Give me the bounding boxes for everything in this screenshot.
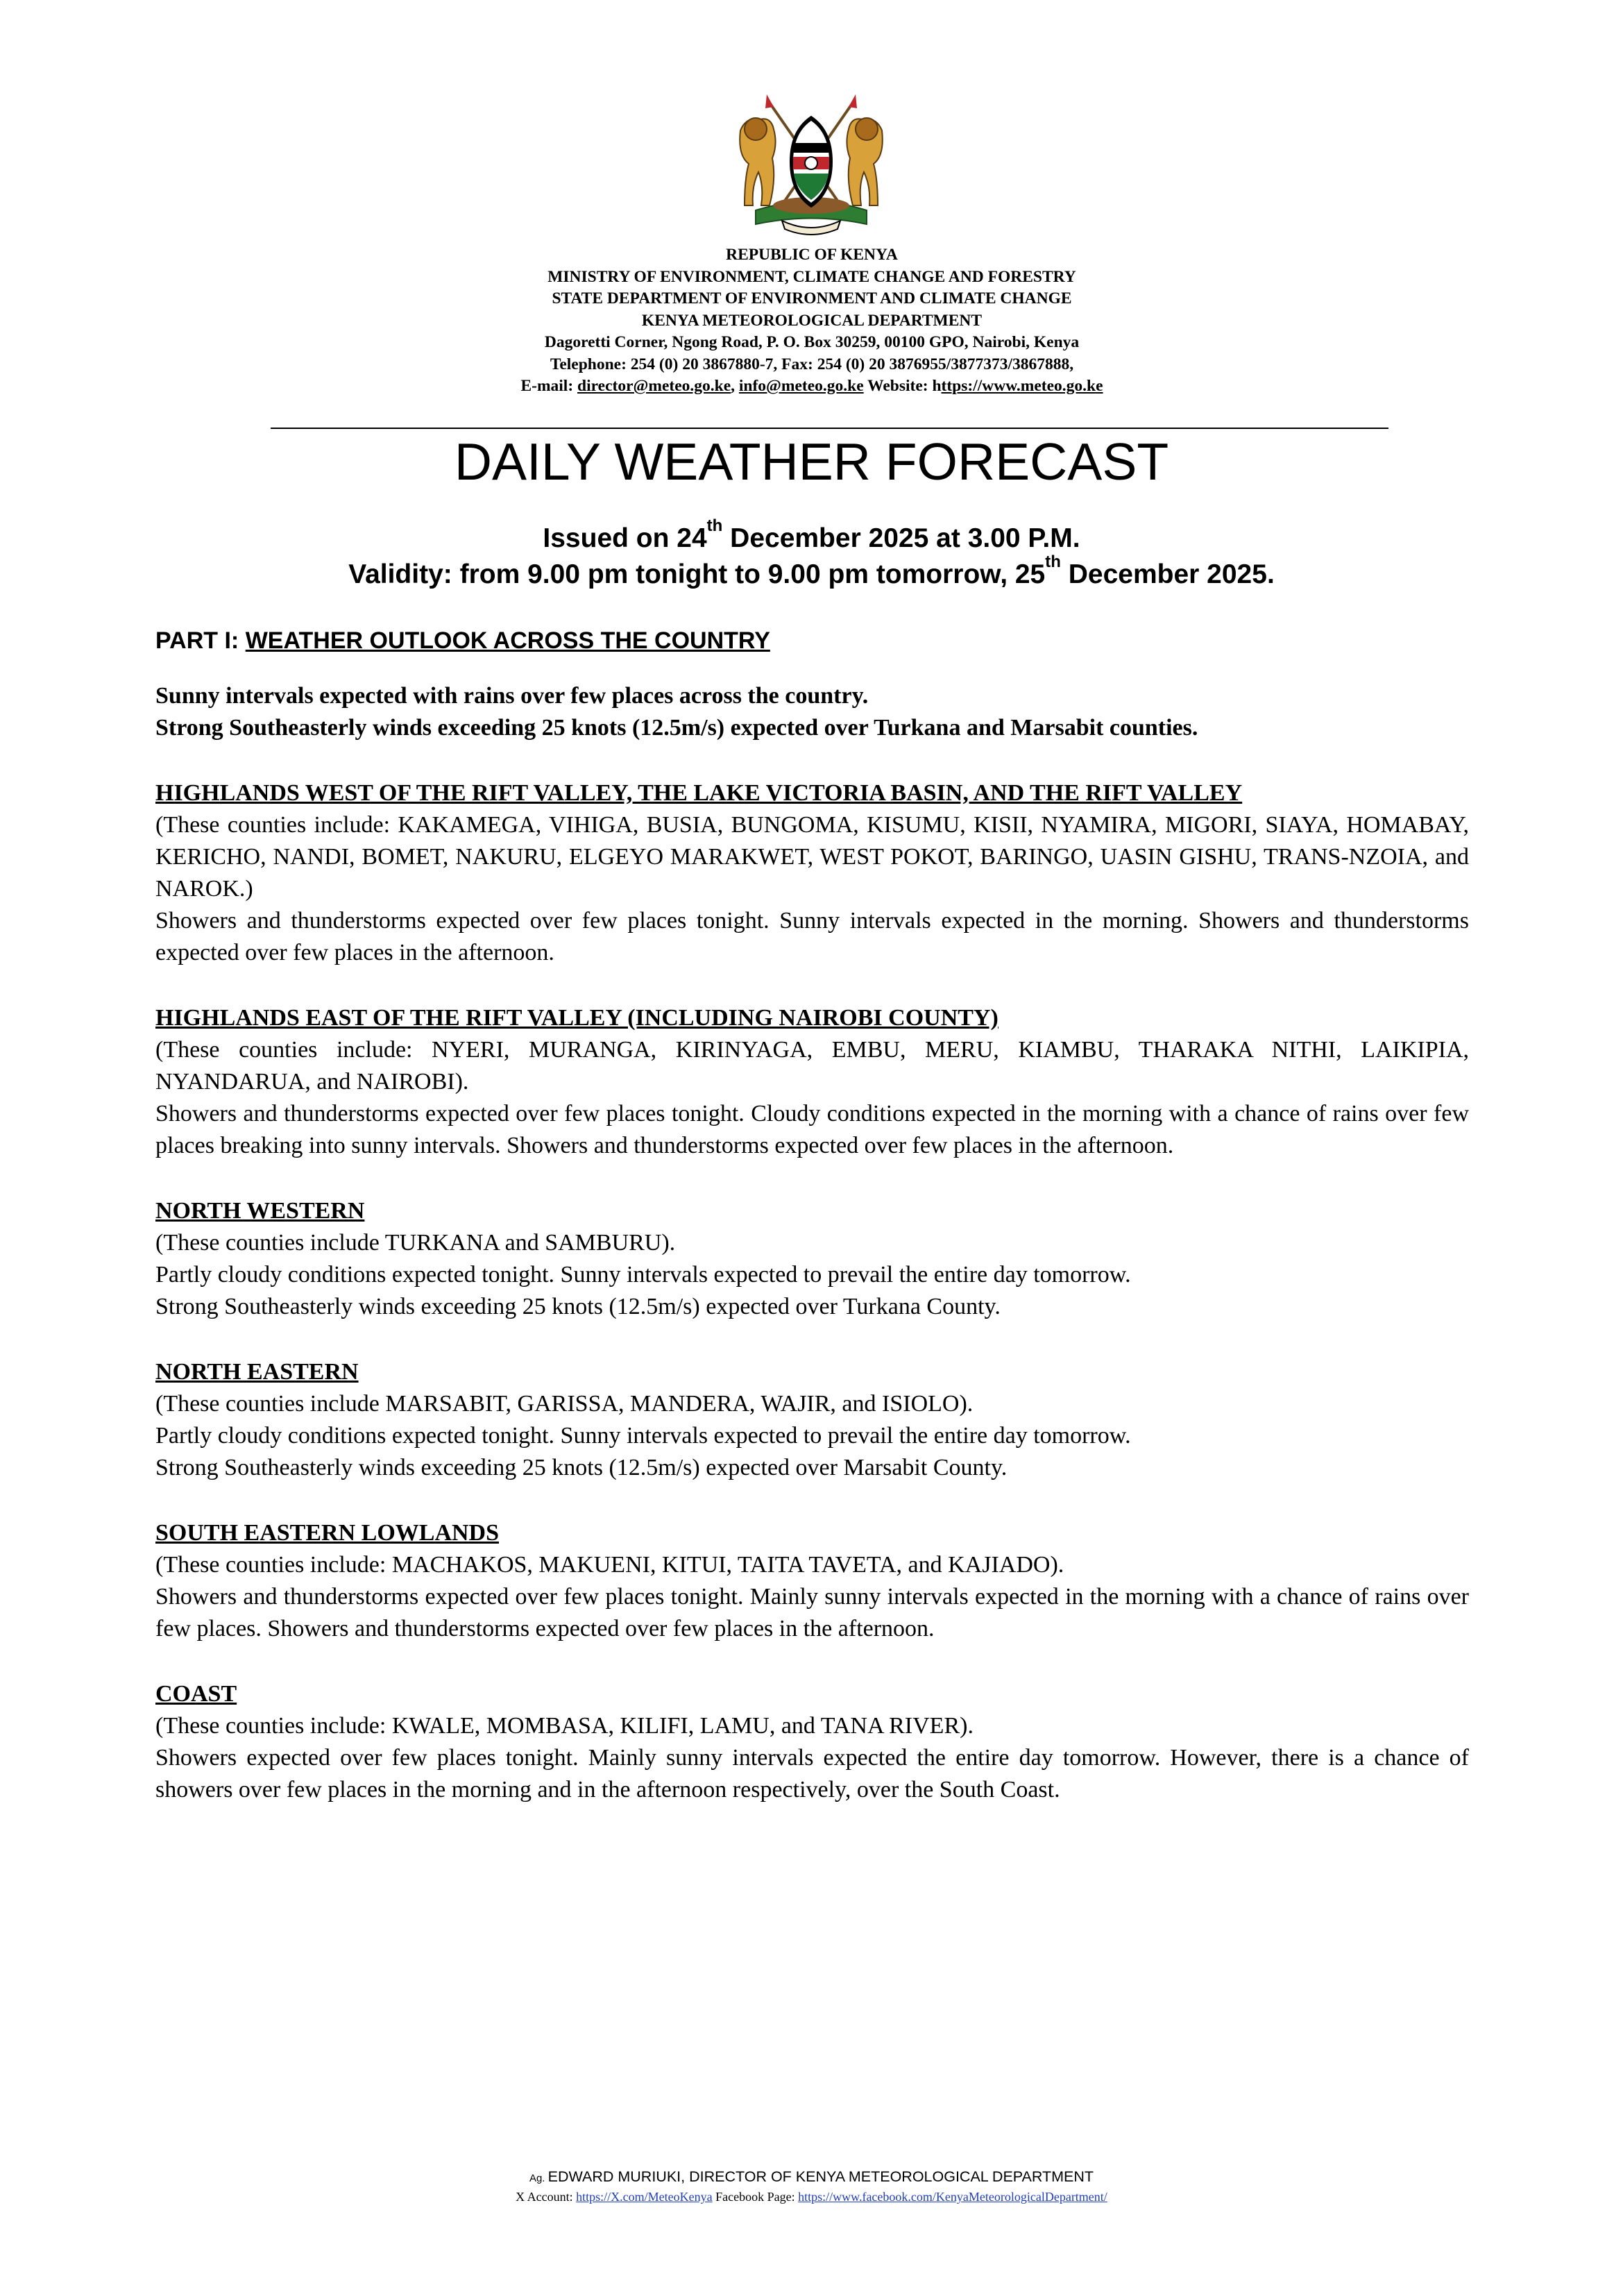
region-section xyxy=(155,1678,1469,1806)
header-divider xyxy=(271,428,1388,429)
region-forecast: Showers and thunderstorms expected over few places tonight. Mainly sunny intervals expected in the morning with a chance of rains over few places. Showers and thunderstorms expected over few places in the afternoon. xyxy=(155,1584,1469,1641)
validity-text-a: Validity: from 9.00 pm tonight to 9.00 pm tomorrow, 25 xyxy=(348,559,1046,589)
issued-text-a: Issued on 24 xyxy=(543,523,707,553)
issue-info xyxy=(0,516,1623,593)
region-title: NORTH EASTERN xyxy=(155,1359,359,1385)
region-title: HIGHLANDS EAST OF THE RIFT VALLEY (INCLUDING NAIROBI COUNTY) xyxy=(155,1005,999,1031)
region-wind-advisory: Strong Southeasterly winds exceeding 25 knots (12.5m/s) expected over Marsabit County. xyxy=(155,1455,1008,1480)
email-info-link[interactable]: info@meteo.go.ke xyxy=(738,377,864,395)
validity-text-b: December 2025. xyxy=(1060,559,1275,589)
region-section xyxy=(155,1517,1469,1645)
facebook-link[interactable]: https://www.facebook.com/KenyaMeteorologicalDepartment/ xyxy=(798,2190,1107,2204)
validity xyxy=(0,552,1623,593)
region-title: HIGHLANDS WEST OF THE RIFT VALLEY, THE LAKE VICTORIA BASIN, AND THE RIFT VALLEY xyxy=(155,780,1243,806)
region-counties: (These counties include TURKANA and SAMBURU). xyxy=(155,1230,676,1256)
header-contacts xyxy=(264,375,1360,398)
footer xyxy=(0,2167,1623,2205)
region-section xyxy=(155,777,1469,969)
region-counties: (These counties include: KAKAMEGA, VIHIGA, BUSIA, BUNGOMA, KISUMU, KISII, NYAMIRA, MIGORI, SIAYA, HOMABAY, KERICHO, NANDI, BOMET, NAKURU, ELGEYO MARAKWET, WEST POKOT, BARINGO, UASIN GISHU, TRANS-NZOIA, and NAROK.) xyxy=(155,812,1469,902)
x-account-link[interactable]: https://X.com/MeteoKenya xyxy=(576,2190,713,2204)
region-title: SOUTH EASTERN LOWLANDS xyxy=(155,1520,500,1546)
region-forecast: Showers and thunderstorms expected over few places tonight. Cloudy conditions expected in the morning with a chance of rains over few places breaking into sunny intervals. Showers and thunderstorms expected over few places in the afternoon. xyxy=(155,1101,1469,1158)
header-telephone: Telephone: 254 (0) 20 3867880-7, Fax: 254 (0) 20 3876955/3877373/3867888, xyxy=(550,355,1074,373)
region-counties: (These counties include: MACHAKOS, MAKUENI, KITUI, TAITA TAVETA, and KAJIADO). xyxy=(155,1552,1064,1578)
social-links xyxy=(0,2188,1623,2205)
facebook-label: Facebook Page: xyxy=(712,2190,799,2204)
acting-prefix: Ag. xyxy=(529,2172,548,2184)
email-separator: , xyxy=(731,377,739,395)
region-section xyxy=(155,1002,1469,1162)
region-forecast: Showers expected over few places tonight. Mainly sunny intervals expected the entire day tomorrow. However, there is a chance of showers over few places in the morning and in the afternoon respectively, over the South Coast. xyxy=(155,1745,1469,1803)
region-title: NORTH WESTERN xyxy=(155,1198,365,1224)
header-state-department: STATE DEPARTMENT OF ENVIRONMENT AND CLIMATE CHANGE xyxy=(552,289,1072,307)
x-account-label: X Account: xyxy=(516,2190,577,2204)
region-counties: (These counties include: NYERI, MURANGA, KIRINYAGA, EMBU, MERU, KIAMBU, THARAKA NITHI, LAIKIPIA, NYANDARUA, and NAIROBI). xyxy=(155,1037,1469,1095)
website-label: Website: h xyxy=(863,377,942,395)
signatory-name: EDWARD MURIUKI, DIRECTOR OF KENYA METEOROLOGICAL DEPARTMENT xyxy=(547,2168,1094,2185)
issued-date xyxy=(0,516,1623,557)
letterhead xyxy=(264,244,1360,398)
region-counties: (These counties include: KWALE, MOMBASA, KILIFI, LAMU, and TANA RIVER). xyxy=(155,1713,974,1739)
website-link[interactable]: ttps://www.meteo.go.ke xyxy=(941,377,1103,395)
kenya-coat-of-arms-icon xyxy=(728,89,894,238)
part-prefix: PART I: xyxy=(155,627,246,654)
header-ministry: MINISTRY OF ENVIRONMENT, CLIMATE CHANGE AND FORESTRY xyxy=(547,267,1076,286)
region-section xyxy=(155,1195,1469,1323)
page-title: DAILY WEATHER FORECAST xyxy=(454,432,1169,491)
region-counties: (These counties include MARSABIT, GARISSA, MANDERA, WAJIR, and ISIOLO). xyxy=(155,1391,974,1417)
region-wind-advisory: Strong Southeasterly winds exceeding 25 knots (12.5m/s) expected over Turkana County. xyxy=(155,1294,1001,1319)
region-section xyxy=(155,1356,1469,1484)
signatory xyxy=(0,2167,1623,2188)
summary-line: Strong Southeasterly winds exceeding 25 knots (12.5m/s) expected over Turkana and Marsabit counties. xyxy=(155,715,1198,741)
validity-sup: th xyxy=(1045,552,1061,571)
region-forecast: Showers and thunderstorms expected over few places tonight. Sunny intervals expected in the morning. Showers and thunderstorms expected over few places in the afternoon. xyxy=(155,908,1469,965)
issued-sup: th xyxy=(706,516,723,535)
email-label: E-mail: xyxy=(520,377,578,395)
part-title: WEATHER OUTLOOK ACROSS THE COUNTRY xyxy=(245,627,770,654)
header-address: Dagoretti Corner, Ngong Road, P. O. Box 30259, 00100 GPO, Nairobi, Kenya xyxy=(544,333,1080,351)
region-forecast: Partly cloudy conditions expected tonight. Sunny intervals expected to prevail the entire day tomorrow. xyxy=(155,1423,1131,1449)
header-department: KENYA METEOROLOGICAL DEPARTMENT xyxy=(641,311,983,330)
region-title: COAST xyxy=(155,1681,237,1707)
summary-line: Sunny intervals expected with rains over few places across the country. xyxy=(155,683,869,709)
issued-text-b: December 2025 at 3.00 P.M. xyxy=(722,523,1080,553)
national-summary xyxy=(155,680,1469,744)
part-one-heading xyxy=(155,625,770,657)
header-republic: REPUBLIC OF KENYA xyxy=(726,246,898,264)
region-forecast: Partly cloudy conditions expected tonight. Sunny intervals expected to prevail the entire day tomorrow. xyxy=(155,1262,1131,1288)
email-director-link[interactable]: director@meteo.go.ke xyxy=(577,377,731,395)
